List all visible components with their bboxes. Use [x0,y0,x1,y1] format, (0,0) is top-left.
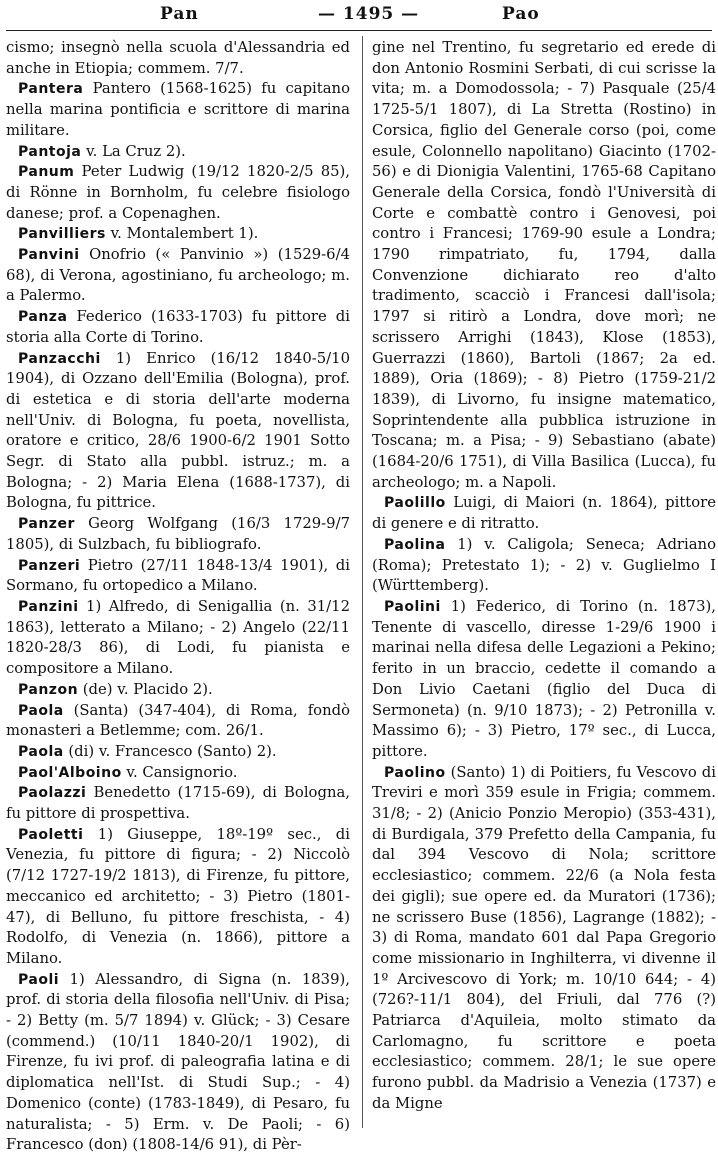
entry-headword: Paolazzi [18,785,87,802]
entry-headword: Panzeri [18,557,81,574]
dictionary-entry [372,597,716,763]
entry-headword: Paola [18,702,64,719]
dictionary-entry [6,783,350,824]
entry-headword: Paolina [384,536,446,553]
entry-text: (de) v. Placido 2). [78,680,213,698]
dictionary-entry [6,79,350,141]
entry-text: 1) v. Caligola; Seneca; Adriano (Roma); Pretestato 1); - 2) v. Guglielmo I (Württemberg). [372,535,716,595]
entry-headword: Panzacchi [18,350,101,367]
entry-text: Pantero (1568-1625) fu capitano nella marina pontificia e scrittore di marina militare. [6,80,350,139]
column-divider [362,36,363,1128]
dictionary-entry [6,597,350,680]
dictionary-entry [6,38,350,79]
entry-headword: Pantoja [18,143,82,160]
entry-headword: Panzon [18,681,79,698]
entry-text: 1) Alfredo, di Senigallia (n. 31/12 1863), letterato a Milano; - 2) Angelo (22/11 1820-28/3 86), di Lodi, fu pianista e compositore a Milano. [6,597,350,678]
entry-headword: Panzini [18,598,79,615]
entry-text: 1) Alessandro, di Signa (n. 1839), prof. di storia della filosofia nell'Univ. di Pisa; - 2) Betty (m. 5/7 1894) v. Glück; - 3) Cesare (commend.) (10/11 1840-20/1 1902), di Firenze, fu ivi prof. di paleografia latina e di diplomatica nell'Ist. di Studi Sup.; - 4) Domenico (conte) (1783-1849), di Pesaro, fu naturalista; - 5) Erm. v. De Paoli; - 6) Francesco (don) (1808-14/6 91), di Pèr- [6,970,350,1154]
entry-text: Luigi, di Maiori (n. 1864), pittore di genere e di ritratto. [372,494,716,533]
header-rule [6,30,712,31]
entry-headword: Paoletti [18,826,84,843]
entry-text: v. Montalembert 1). [105,225,259,243]
dictionary-entry [6,680,350,701]
entry-headword: Panum [18,164,75,181]
header-right-catchword: Pao [502,4,540,24]
entry-text: Federico (1633-1703) fu pittore di storia alla Corte di Torino. [6,308,350,346]
entry-headword: Paolini [384,598,441,615]
entry-text: Onofrio (« Panvinio ») (1529-6/4 68), di Verona, agostiniano, fu archeologo; m. a Palermo. [6,246,350,305]
dictionary-entry [6,142,350,163]
entry-headword: Panvini [18,247,80,264]
left-column [6,38,350,1154]
entry-text: v. Cansignorio. [121,763,238,781]
entry-headword: Panzer [18,516,75,533]
entry-text: Georg Wolfgang (16/3 1729-9/7 1805), di Sulzbach, fu bibliografo. [6,515,350,553]
entry-text: (di) v. Francesco (Santo) 2). [63,742,277,760]
dictionary-entry [372,535,716,597]
entry-headword: Panza [18,309,68,326]
entry-text: (Santa) (347-404), di Roma, fondò monasteri a Betlemme; com. 26/1. [6,701,350,740]
entry-text: Pietro (27/11 1848-13/4 1901), di Sormano, fu ortopedico a Milano. [6,556,350,595]
entry-headword: Paoli [18,971,60,988]
page-number: — 1495 — [318,4,420,24]
dictionary-entry [6,701,350,742]
entry-headword: Pantera [18,81,84,98]
dictionary-entry [372,763,716,1115]
entry-text: cismo; insegnò nella scuola d'Alessandria ed anche in Etiopia; commem. 7/7. [6,39,350,77]
entry-text: 1) Enrico (16/12 1840-5/10 1904), di Ozzano dell'Emilia (Bologna), prof. di estetica e di storia dell'arte moderna nell'Univ. di Bologna, fu poeta, novellista, oratore e critico, 28/6 1900-6/2 1901 Sotto Segr. di Stato alla pubbl. istruz.; m. a Bologna; - 2) Maria Elena (1688-1737), di Bologna, fu pittrice. [6,349,350,512]
entry-text: 1) Giuseppe, 18º-19º sec., di Venezia, fu pittore di figura; - 2) Niccolò (7/12 1727-19/2 1813), di Firenze, fu pittore, meccanico ed architetto; - 3) Pietro (1801-47), di Belluno, fu pittore freschista, - 4) Rodolfo, di Venezia (n. 1866), pittore a Milano. [6,825,350,967]
dictionary-entry [372,493,716,534]
dictionary-entry [6,245,350,307]
entry-headword: Paola [18,743,64,760]
dictionary-entry [6,514,350,555]
dictionary-entry [6,825,350,970]
entry-headword: Paolillo [384,495,446,512]
entry-text: Benedetto (1715-69), di Bologna, fu pittore di prospettiva. [6,784,350,823]
entry-text: (Santo) 1) di Poitiers, fu Vescovo di Treviri e morì 359 esule in Frigia; commem. 31/8; - 2) (Anicio Ponzio Meropio) (353-431), di Burdigala, 379 Prefetto della Campania, fu dal 394 Vescovo di Nola; scrittore ecclesiastico; commem. 22/6 (a Nola festa dei gigli); sue opere ed. da Muratori (1736); ne scrissero Buse (1856), Lagrange (1882); - 3) di Roma, mandato 601 dal Papa Gregorio come missionario in Inghilterra, vi divenne il 1º Arcivescovo di York; m. 10/10 644; - 4) (726?-11/1 804), del Friuli, dal 776 (?) Patriarca d'Aquileia, molto stimato da Carlomagno, fu scrittore e poeta ecclesiastico; commem. 28/1; le sue opere furono pubbl. da Madrisio a Venezia (1737) e da Migne [372,763,716,1112]
dictionary-entry [6,742,350,763]
dictionary-entry [6,349,350,515]
page-header [0,0,718,32]
entry-text: gine nel Trentino, fu segretario ed erede di don Antonio Rosmini Serbati, di cui scrisse la vita; m. a Domodossola; - 7) Pasquale (25/4 1725-5/1 1807), di La Stretta (Rostino) in Corsica, figlio del Generale corso (poi, come esule, Colonnello napolitano) Giacinto (1702-56) e di Dionigia Valentini, 1765-68 Capitano Generale della Corsica, fondò l'Università di Corte e combattè contro i Genovesi, poi contro i Francesi; 1769-90 esule a Londra; 1790 rimpatriato, fu, 1794, dalla Convenzione dichiarato reo d'alto tradimento, scacciò i Francesi dall'isola; 1797 si ritirò a Londra, dove morì; ne scrissero Arrighi (1843), Klose (1853), Guerrazzi (1860), Bartoli (1867; 2a ed. 1889), Oria (1869); - 8) Pietro (1759-21/2 1839), di Livorno, fu insigne matematico, Soprintendente alla pubblica istruzione in Toscana; m. a Pisa; - 9) Sebastiano (abate) (1684-20/6 1751), di Villa Basilica (Lucca), fu archeologo; m. a Napoli. [372,39,716,491]
entry-headword: Paolino [384,764,446,781]
header-left-catchword: Pan [160,4,199,24]
dictionary-entry [6,556,350,597]
entry-headword: Panvilliers [18,226,106,243]
dictionary-entry [6,970,350,1156]
entry-text: 1) Federico, di Torino (n. 1873), Tenente di vascello, diresse 1-29/6 1900 i marinai nella difesa delle Legazioni a Pekino; ferito in un braccio, cedette il comando a Don Livio Caetani (figlio del Duca di Sermoneta) (n. 9/10 1873); - 2) Petronilla v. Massimo 6); - 3) Pietro, 17º sec., di Lucca, pittore. [372,597,716,760]
dictionary-entry [6,162,350,224]
entry-headword: Paol'Alboino [18,764,122,781]
dictionary-entry [6,763,350,784]
dictionary-entry [6,307,350,348]
dictionary-entry [6,224,350,245]
dictionary-entry [372,38,716,493]
entry-text: Peter Ludwig (19/12 1820-2/5 85), di Rönne in Bornholm, fu celebre fisiologo danese; prof. a Copenaghen. [6,163,350,222]
entry-text: v. La Cruz 2). [81,142,186,160]
right-column [372,38,716,1128]
